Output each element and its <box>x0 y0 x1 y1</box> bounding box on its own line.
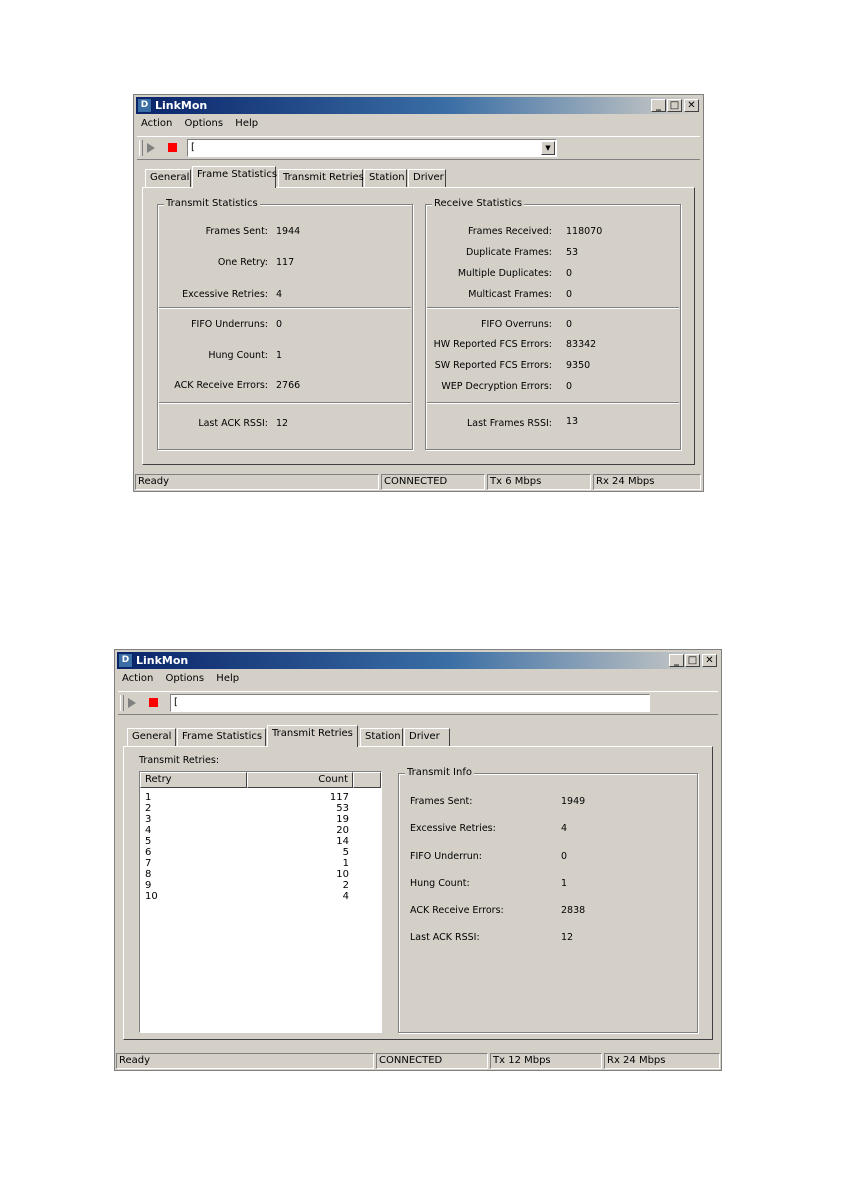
count-cell: 19 <box>336 814 349 825</box>
menu-bar <box>137 116 263 134</box>
last-frames-rssi-label: Last Frames RSSI: <box>466 418 552 429</box>
fifo-underruns-value: 0 <box>276 319 283 330</box>
last-ack-rssi-label: Last ACK RSSI: <box>198 418 268 429</box>
menu-bar <box>118 671 244 689</box>
ack-receive-errors-value: 2838 <box>561 905 586 916</box>
retry-cell: 4 <box>145 825 152 836</box>
retry-cell: 5 <box>145 836 152 847</box>
count-cell: 5 <box>342 847 349 858</box>
ack-receive-errors-label: ACK Receive Errors: <box>410 905 504 916</box>
frames-sent-label: Frames Sent: <box>205 226 268 237</box>
fifo-overruns-value: 0 <box>566 319 573 330</box>
retries-list[interactable] <box>139 771 382 1033</box>
count-cell: 1 <box>342 858 349 869</box>
multiple-duplicates-label: Multiple Duplicates: <box>457 268 552 279</box>
adapter-combo[interactable] <box>170 694 650 712</box>
play-icon[interactable] <box>147 143 155 153</box>
dropdown-icon[interactable]: ▼ <box>541 141 555 155</box>
tab-panel <box>123 746 713 1040</box>
last-ack-rssi-value: 12 <box>561 932 574 943</box>
list-item[interactable] <box>140 836 381 847</box>
status-rx-rate: Rx 24 Mbps <box>593 474 701 490</box>
status-connection: CONNECTED <box>381 474 485 490</box>
retry-cell: 1 <box>145 792 152 803</box>
maximize-icon[interactable]: □ <box>667 99 682 112</box>
retry-cell: 2 <box>145 803 152 814</box>
status-rx-rate: Rx 24 Mbps <box>604 1053 720 1069</box>
count-cell: 10 <box>336 869 349 880</box>
wep-decryption-errors-label: WEP Decryption Errors: <box>441 381 552 392</box>
tab-panel <box>142 187 695 465</box>
receive-statistics-group <box>425 198 681 450</box>
count-cell: 4 <box>342 891 349 902</box>
list-item[interactable] <box>140 847 381 858</box>
close-icon[interactable]: ✕ <box>684 99 699 112</box>
toolbar-grip[interactable] <box>139 140 143 156</box>
excessive-retries-value: 4 <box>561 823 568 834</box>
status-connection: CONNECTED <box>376 1053 488 1069</box>
last-ack-rssi-label: Last ACK RSSI: <box>410 932 480 943</box>
frames-received-value: 118070 <box>566 226 603 237</box>
tab-general[interactable]: General <box>127 728 176 747</box>
transmit-statistics-group <box>157 198 413 450</box>
tab-frame-statistics[interactable]: Frame Statistics <box>192 166 276 188</box>
column-header-filler <box>353 772 381 788</box>
play-icon[interactable] <box>128 698 136 708</box>
window-title: LinkMon <box>155 99 208 112</box>
status-bar <box>116 1053 720 1069</box>
app-icon: D <box>118 653 133 668</box>
divider <box>159 307 411 309</box>
wep-decryption-errors-value: 0 <box>566 381 573 392</box>
status-ready: Ready <box>135 474 379 490</box>
frames-received-label: Frames Received: <box>468 226 552 237</box>
tab-station[interactable]: Station <box>360 728 403 747</box>
retry-cell: 6 <box>145 847 152 858</box>
list-item[interactable] <box>140 792 381 803</box>
adapter-combo[interactable] <box>187 139 557 157</box>
hw-fcs-errors-value: 83342 <box>566 339 597 350</box>
ack-receive-errors-value: 2766 <box>276 380 301 391</box>
linkmon-window-frame-statistics <box>133 94 704 492</box>
excessive-retries-label: Excessive Retries: <box>410 823 496 834</box>
count-cell: 53 <box>336 803 349 814</box>
tab-general[interactable]: General <box>145 169 191 188</box>
frames-sent-label: Frames Sent: <box>410 796 473 807</box>
stop-icon[interactable] <box>168 143 177 152</box>
ack-receive-errors-label: ACK Receive Errors: <box>174 380 268 391</box>
frames-sent-value: 1949 <box>561 796 586 807</box>
tab-driver[interactable]: Driver <box>408 169 446 188</box>
status-tx-rate: Tx 6 Mbps <box>487 474 591 490</box>
retry-cell: 7 <box>145 858 152 869</box>
sw-fcs-errors-value: 9350 <box>566 360 591 371</box>
fifo-underrun-label: FIFO Underrun: <box>410 851 482 862</box>
status-ready: Ready <box>116 1053 374 1069</box>
retry-column-header[interactable]: Retry <box>140 772 247 788</box>
list-item[interactable] <box>140 891 381 902</box>
sw-fcs-errors-label: SW Reported FCS Errors: <box>434 360 552 371</box>
linkmon-window-transmit-retries <box>114 649 722 1071</box>
divider <box>427 307 679 309</box>
transmit-info-title: Transmit Info <box>407 767 472 778</box>
tab-station[interactable]: Station <box>364 169 407 188</box>
tab-transmit-retries[interactable]: Transmit Retries <box>278 169 363 188</box>
fifo-underrun-value: 0 <box>561 851 568 862</box>
list-item[interactable] <box>140 858 381 869</box>
app-icon: D <box>137 98 152 113</box>
adapter-combo-value: [ <box>191 142 195 153</box>
menu-options[interactable]: Options <box>165 673 205 684</box>
tab-transmit-retries[interactable]: Transmit Retries <box>267 725 358 747</box>
duplicate-frames-value: 53 <box>566 247 579 258</box>
toolbar <box>118 691 718 715</box>
window-title: LinkMon <box>136 654 189 667</box>
retry-cell: 9 <box>145 880 152 891</box>
retry-cell: 8 <box>145 869 152 880</box>
hw-fcs-errors-label: HW Reported FCS Errors: <box>433 339 552 350</box>
menu-action[interactable]: Action <box>122 673 154 684</box>
multiple-duplicates-value: 0 <box>566 268 573 279</box>
fifo-overruns-label: FIFO Overruns: <box>480 319 552 330</box>
title-bar[interactable] <box>136 97 701 114</box>
excessive-retries-value: 4 <box>276 289 283 300</box>
last-frames-rssi-value: 13 <box>566 416 579 427</box>
list-item[interactable] <box>140 880 381 891</box>
multicast-frames-value: 0 <box>566 289 573 300</box>
fifo-underruns-label: FIFO Underruns: <box>191 319 268 330</box>
list-item[interactable] <box>140 803 381 814</box>
transmit-info-group <box>398 767 698 1033</box>
menu-options[interactable]: Options <box>184 118 224 129</box>
hung-count-value: 1 <box>561 878 568 889</box>
count-cell: 20 <box>336 825 349 836</box>
hung-count-label: Hung Count: <box>208 350 268 361</box>
retry-cell: 10 <box>145 891 158 902</box>
toolbar <box>137 136 700 160</box>
multicast-frames-label: Multicast Frames: <box>468 289 552 300</box>
title-bar[interactable] <box>117 652 719 669</box>
divider <box>427 402 679 404</box>
close-icon[interactable]: ✕ <box>702 654 717 667</box>
count-cell: 2 <box>342 880 349 891</box>
transmit-retries-label: Transmit Retries: <box>139 755 220 766</box>
toolbar-grip[interactable] <box>120 695 124 711</box>
count-cell: 117 <box>329 792 349 803</box>
maximize-icon[interactable]: □ <box>685 654 700 667</box>
list-item[interactable] <box>140 814 381 825</box>
tab-frame-statistics[interactable]: Frame Statistics <box>177 728 266 747</box>
status-tx-rate: Tx 12 Mbps <box>490 1053 602 1069</box>
frames-sent-value: 1944 <box>276 226 301 237</box>
status-bar <box>135 474 702 490</box>
retry-cell: 3 <box>145 814 152 825</box>
list-item[interactable] <box>140 869 381 880</box>
count-column-header[interactable]: Count <box>247 772 353 788</box>
menu-action[interactable]: Action <box>141 118 173 129</box>
transmit-statistics-title: Transmit Statistics <box>166 198 258 209</box>
minimize-icon[interactable]: _ <box>669 654 684 667</box>
excessive-retries-label: Excessive Retries: <box>182 289 268 300</box>
list-item[interactable] <box>140 825 381 836</box>
one-retry-value: 117 <box>276 257 295 268</box>
tab-driver[interactable]: Driver <box>404 728 450 747</box>
receive-statistics-title: Receive Statistics <box>434 198 523 209</box>
duplicate-frames-label: Duplicate Frames: <box>465 247 552 258</box>
divider <box>159 402 411 404</box>
hung-count-label: Hung Count: <box>410 878 470 889</box>
menu-help[interactable]: Help <box>216 673 240 684</box>
count-cell: 14 <box>336 836 349 847</box>
stop-icon[interactable] <box>149 698 158 707</box>
adapter-combo-value: [ <box>174 697 178 708</box>
hung-count-value: 1 <box>276 350 283 361</box>
menu-help[interactable]: Help <box>235 118 259 129</box>
minimize-icon[interactable]: _ <box>651 99 666 112</box>
last-ack-rssi-value: 12 <box>276 418 289 429</box>
one-retry-label: One Retry: <box>217 257 268 268</box>
